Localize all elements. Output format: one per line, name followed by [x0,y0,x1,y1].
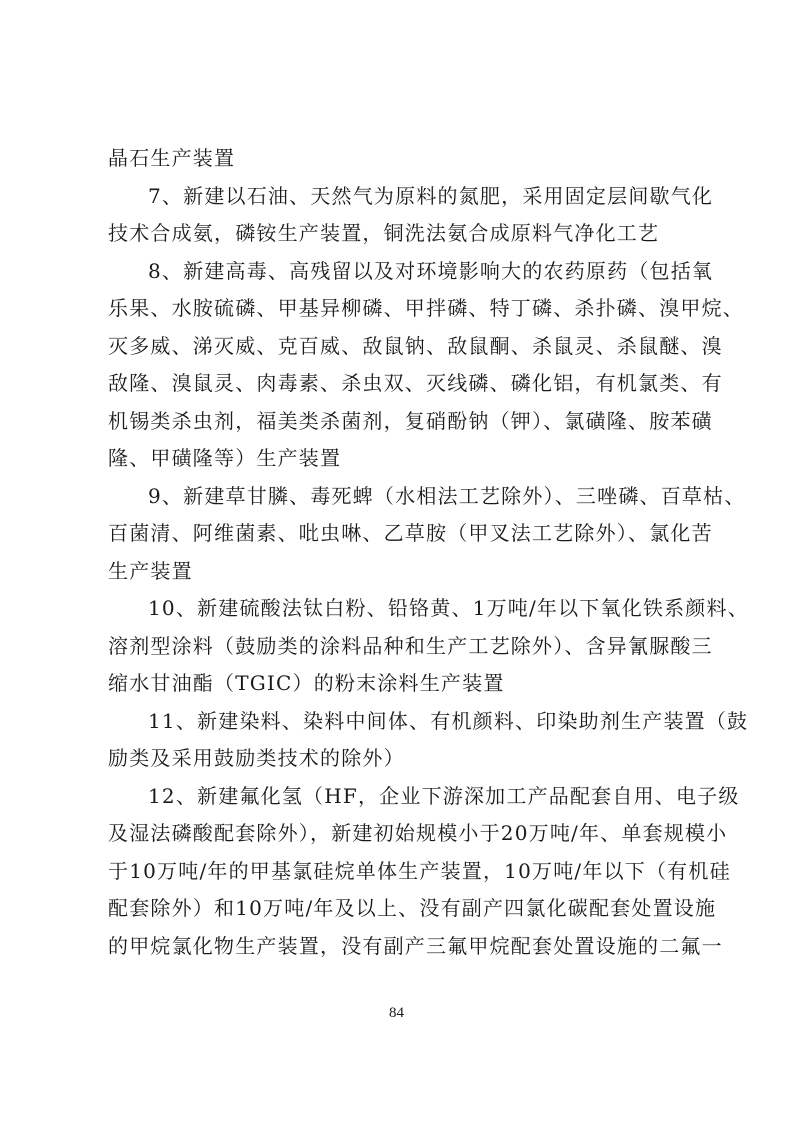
page-number: 84 [389,1005,404,1021]
text-line: 10、新建硫酸法钛白粉、铅铬黄、1万吨/年以下氧化铁系颜料、 [148,596,749,620]
paragraph-item-8 [108,253,744,478]
text-line: 隆、甲磺隆等）生产装置 [108,446,342,470]
paragraph-item-7 [108,178,714,253]
text-line: 敌隆、溴鼠灵、肉毒素、杀虫双、灭线磷、磷化铝，有机氯类、有 [108,371,723,395]
text-line: 生产装置 [108,558,193,583]
paragraph-item-9 [108,478,746,591]
text-line: 晶石生产装置 [108,146,236,170]
text-line: 11、新建染料、染料中间体、有机颜料、印染助剂生产装置（鼓 [148,708,749,733]
text-line: 百菌清、阿维菌素、吡虫啉、乙草胺（甲叉法工艺除外）、氯化苦 [108,521,713,545]
paragraph-continuation [108,140,688,178]
text-line: 12、新建氟化氢（HF，企业下游深加工产品配套自用、电子级 [148,783,740,808]
text-line: 机锡类杀虫剂，福美类杀菌剂，复硝酚钠（钾）、氯磺隆、胺苯磺 [108,408,713,433]
text-line: 于10万吨/年的甲基氯硅烷单体生产装置，10万吨/年以下（有机硅 [108,858,731,883]
text-line: 的甲烷氯化物生产装置，没有副产三氟甲烷配套处置设施的二氟一 [108,933,723,958]
text-line: 配套除外）和10万吨/年及以上、没有副产四氯化碳配套处置设施 [108,896,717,920]
paragraph-item-11 [108,703,749,778]
text-line: 乐果、水胺硫磷、甲基异柳磷、甲拌磷、特丁磷、杀扑磷、溴甲烷、 [108,296,744,320]
paragraph-item-12 [108,778,740,966]
text-line: 9、新建草甘膦、毒死蜱（水相法工艺除外）、三唑磷、百草枯、 [148,483,746,508]
text-line: 励类及采用鼓励类技术的除外） [108,746,405,770]
text-line: 8、新建高毒、高残留以及对环境影响大的农药原药（包括氧 [148,258,714,283]
text-line: 7、新建以石油、天然气为原料的氮肥，采用固定层间歇气化 [148,183,714,208]
text-line: 灭多威、涕灭威、克百威、敌鼠钠、敌鼠酮、杀鼠灵、杀鼠醚、溴 [108,333,723,358]
document-body [108,140,749,965]
text-line: 及湿法磷酸配套除外），新建初始规模小于20万吨/年、单套规模小 [108,821,728,845]
text-line: 溶剂型涂料（鼓励类的涂料品种和生产工艺除外）、含异氰脲酸三 [108,633,713,658]
text-line: 技术合成氨，磷铵生产装置，铜洗法氨合成原料气净化工艺 [108,221,660,245]
text-line: 缩水甘油酯（TGIC）的粉末涂料生产装置 [108,671,505,695]
paragraph-item-10 [108,590,749,703]
